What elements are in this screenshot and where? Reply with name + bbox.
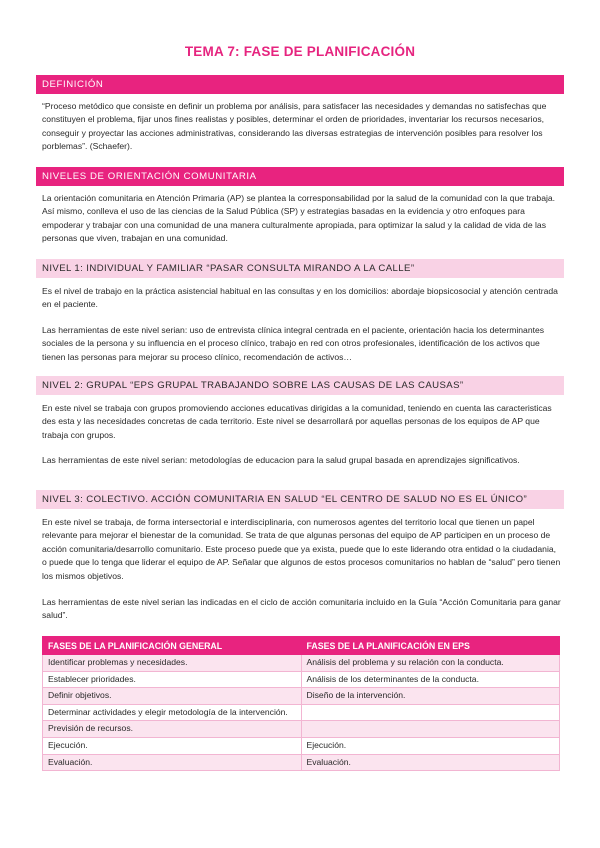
table-cell: Identificar problemas y necesidades.	[43, 655, 302, 672]
table-row	[43, 754, 560, 771]
table-row	[43, 655, 560, 672]
table-cell: Previsión de recursos.	[43, 721, 302, 738]
table-cell: Ejecución.	[301, 737, 560, 754]
table-row	[43, 721, 560, 738]
level-1-paragraph-2: Las herramientas de este nivel serian: uso de entrevista clínica integral centrada en el paciente, orientación hacia los determinantes sociales de la persona y su influencia en el proceso clínico, trabajo en red con otros profesionales, identificación de los activos que tienen las personas para mejorar su proceso clínico, recomendación de activos…	[42, 325, 545, 362]
table-row	[43, 688, 560, 705]
table-header-row	[43, 637, 560, 655]
table-row	[43, 671, 560, 688]
level-2-paragraph-1: En este nivel se trabaja con grupos promoviendo acciones educativas dirigidas a la comunidad, teniendo en cuenta las caracteristicas des esta y las necesidades concretas de cada territorio. Este nivel se desarrollará por aquellas personas de los equipos de AP que trabaja con grupos.	[42, 403, 552, 440]
table-row	[43, 737, 560, 754]
definition-paragraph: “Proceso metódico que consiste en definir un problema por análisis, para satisfacer las necesidades y demandas no satisfechas que constituyen el problema, fijar unos fines realistas y posibles, determinar el orden de prioridades, inventariar los recursos necesarios, conseguir y proyectar las acciones administrativas, considerando las diversas estrategias de intervención posibles para resolver los porblemas”. (Schaefer).	[42, 101, 547, 152]
level-3-paragraph-2: Las herramientas de este nivel serian las indicadas en el ciclo de acción comunitaria incluido en la Guía “Acción Comunitaria para ganar salud”.	[42, 597, 561, 621]
section-heading-niveles: NIVELES DE ORIENTACIÓN COMUNITARIA	[36, 167, 564, 186]
section-heading-definicion: DEFINICIÓN	[36, 75, 564, 94]
planning-phases-table	[42, 636, 560, 771]
table-cell: Determinar actividades y elegir metodología de la intervención.	[43, 704, 302, 721]
table-cell: Análisis de los determinantes de la conducta.	[301, 671, 560, 688]
column-header-eps: FASES DE LA PLANIFICACIÓN EN EPS	[301, 637, 560, 655]
table-cell	[301, 704, 560, 721]
level-2-paragraph-2: Las herramientas de este nivel serian: metodologías de educacion para la salud grupal basada en aprendizajes significativos.	[42, 455, 520, 465]
table-cell: Evaluación.	[43, 754, 302, 771]
level-3-heading: NIVEL 3: COLECTIVO. ACCIÓN COMUNITARIA EN SALUD “EL CENTRO DE SALUD NO ES EL ÚNICO”	[36, 490, 564, 509]
table-cell: Ejecución.	[43, 737, 302, 754]
table-cell: Diseño de la intervención.	[301, 688, 560, 705]
table-cell: Definir objetivos.	[43, 688, 302, 705]
table-row	[43, 704, 560, 721]
page-title: TEMA 7: FASE DE PLANIFICACIÓN	[184, 44, 416, 59]
level-3-paragraph-1: En este nivel se trabaja, de forma intersectorial e interdisciplinaria, con numerosos agentes del territorio local que tienen un papel relevante para mejorar el bienestar de la comunidad. Se trata de que algunas personas del equipo de AP participen en un proceso de acción comunitaria/desarrollo comunitario. Este proceso puede que ya exista, puede que lo este liderando otra entidad o la ciudadania, o puede que lo tenga que liderar el equipo de AP. Señalar que algunos de estos procesos comunitarios no hablan de “salud” pero tienen los mismos objetivos.	[42, 517, 561, 581]
level-1-paragraph-1: Es el nivel de trabajo en la práctica asistencial habitual en las consultas y en los domicilios: abordaje biopsicosocial y atención centrada en el paciente.	[42, 286, 558, 310]
table-cell: Evaluación.	[301, 754, 560, 771]
column-header-general: FASES DE LA PLANIFICACIÓN GENERAL	[43, 637, 302, 655]
level-1-heading: NIVEL 1: INDIVIDUAL Y FAMILIAR “PASAR CONSULTA MIRANDO A LA CALLE”	[36, 259, 564, 278]
table-cell: Análisis del problema y su relación con la conducta.	[301, 655, 560, 672]
niveles-paragraph: La orientación comunitaria en Atención Primaria (AP) se plantea la corresponsabilidad por la salud de la comunidad con la que trabaja. Así mismo, conlleva el uso de las ciencias de la Salud Pública (SP) y estrategias basadas en la evidencia y otro enfoques para empoderar y trabajar con una comunidad de una manera culturalmente apropiada, para optimizar la salud y la calidad de vida de las personas que viven, trabajan en una comunidad.	[42, 193, 556, 244]
table-cell: Establecer prioridades.	[43, 671, 302, 688]
level-2-heading: NIVEL 2: GRUPAL “EPS GRUPAL TRABAJANDO SOBRE LAS CAUSAS DE LAS CAUSAS”	[36, 376, 564, 395]
table-cell	[301, 721, 560, 738]
